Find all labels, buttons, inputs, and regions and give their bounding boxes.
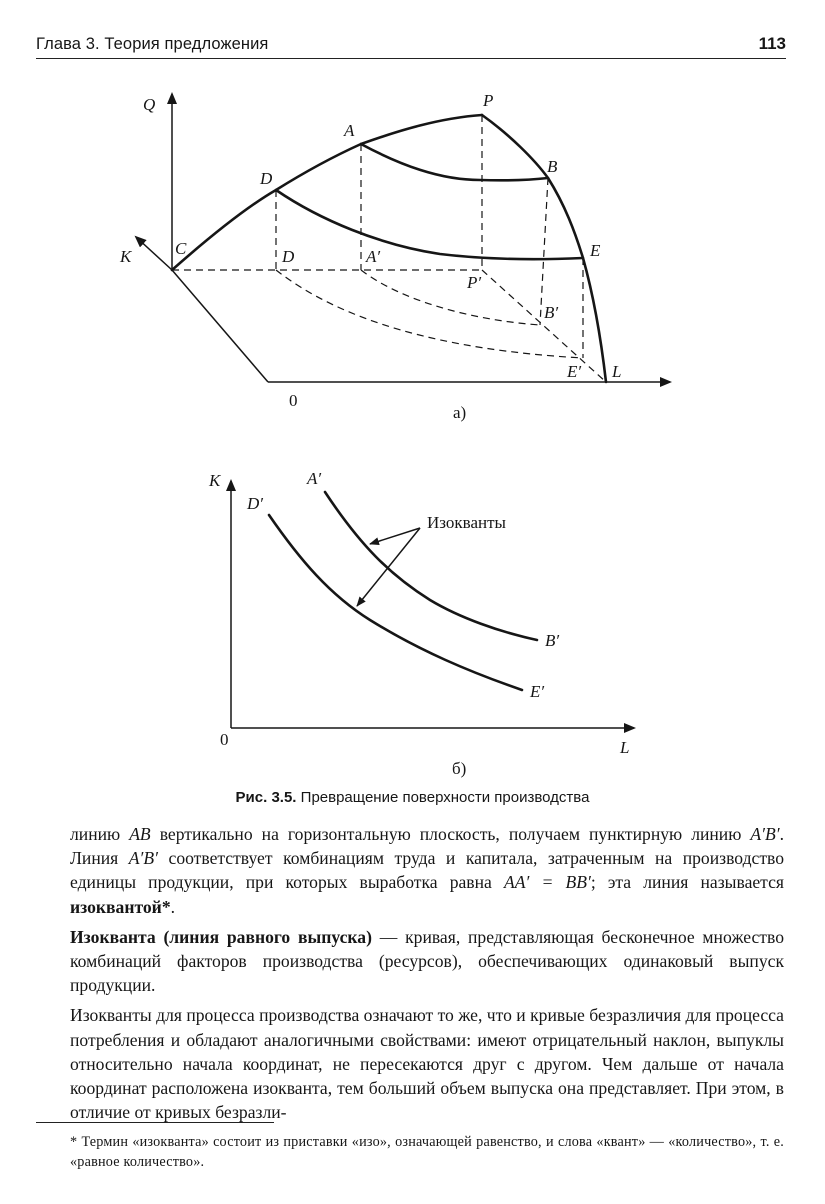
point-e-label: E [590,241,601,260]
l-axis-b-label: L [620,738,630,757]
p1-term-isoquant: изоквантой* [70,896,171,917]
k-axis-label: K [120,247,132,266]
q-axis-label: Q [143,95,156,114]
annotation-pointer-upper [370,528,420,544]
p1-text-c: . Линия [70,824,784,869]
p1-text-b: вертикально на горизонтальную плоскость, получаем пунктирную линию [150,824,751,844]
p1-text-d: соответствует комбинациям труда и капитала, затраченным на производство единицы продукции, при которых выработка равна [70,848,785,893]
p1-text-f: . [170,896,176,917]
p3-text: Изокванты для процесса производства означают то же, что и кривые безразличия для процесса потребления и обладают аналогичными свойствами: имеют отрицательный наклон, выпуклы относительно начала координат, не пересекаются друг с другом. Чем дальше от начала координат расположена изокванта, тем больший объем выпуска она представляет. При этом, в отличие от кривых безразли- [70,1005,784,1123]
point-p-prime-label: P′ [467,273,482,292]
footnote-rule [36,1122,274,1123]
point-e-prime-label: E′ [567,362,582,381]
isoquants-annotation: Изокванты [427,513,506,532]
p1-text-e: ; эта линия называется [590,872,784,893]
p1-equation: AA′ = BB′ [503,872,591,893]
figure-b-sublabel: б) [452,759,467,778]
footnote: * Термин «изокванта» состоит из приставки «изо», означающей равенство, и слова «квант» — «количество», т. е. «равное количество». [70,1134,784,1170]
curve-e-prime-label: E′ [530,682,545,701]
point-d-label: D [260,169,273,188]
curve-d-prime-label: D′ [247,494,263,513]
point-b-prime-label: B′ [544,303,559,322]
annotation-pointer-lower [357,528,420,606]
origin-label: 0 [289,391,298,410]
caption-label: Рис. 3.5. [235,789,297,806]
isoquant-d-e [269,515,522,690]
point-c-label: C [175,239,187,258]
paragraph-3 [70,1003,784,1124]
k-axis-b-label: K [209,471,221,490]
figure-a-sublabel: а) [453,403,467,422]
origin-b-label: 0 [220,730,229,749]
point-b-label: B [547,157,558,176]
paragraph-1 [70,822,784,919]
p1-apbp: A′B′ [750,824,780,844]
page-number: 113 [758,34,786,53]
figure-caption [0,789,825,806]
caption-text: Превращение поверхности производства [300,789,590,806]
p1-apbp-2: A′B′ [128,848,158,869]
l-axis-label: L [612,362,622,381]
p1-text-a: линию [70,824,130,844]
p2-term-definition: Изокванта (линия равного выпуска) [70,926,372,947]
curve-b-prime-label: B′ [545,631,560,650]
p2-text: — кривая, представляющая бесконечное множество комбинаций факторов производства (ресурсов), обеспечивающих одинаковый выпуск продукции. [70,926,784,996]
p1-ab: AB [129,824,151,844]
chapter-title: Глава 3. Теория предложения [36,35,269,53]
curve-a-prime-label: A′ [307,469,322,488]
point-a-label: A [344,121,355,140]
point-p-label: P [483,91,494,110]
point-d-prime-label: D [282,247,295,266]
paragraph-2 [70,925,784,998]
body-text [70,822,784,1124]
point-a-prime-label: A′ [366,247,381,266]
